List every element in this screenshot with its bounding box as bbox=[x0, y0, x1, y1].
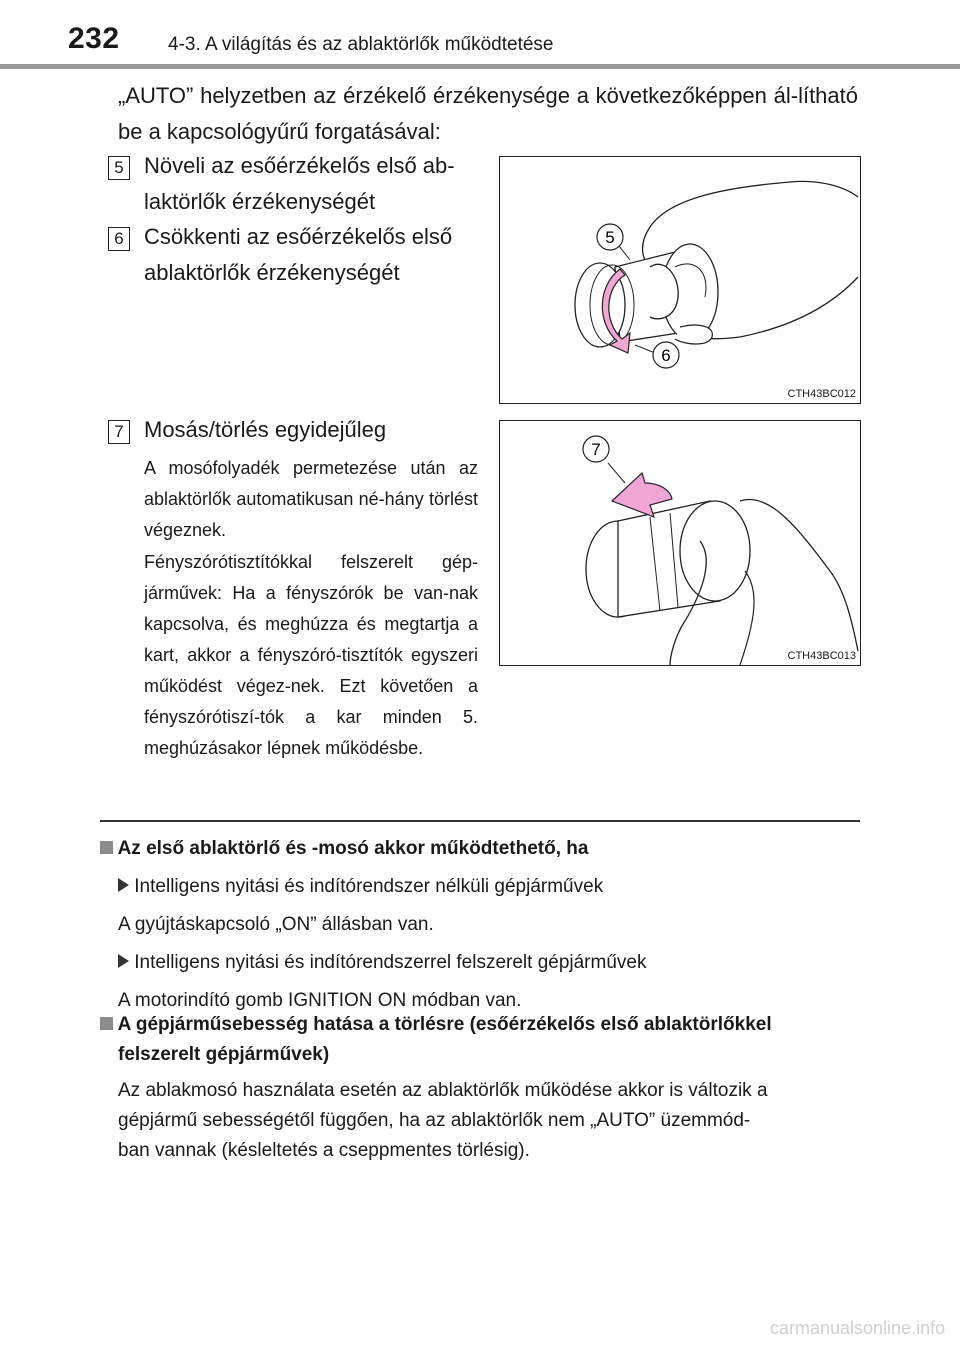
figure-code-1: CTH43BC012 bbox=[787, 388, 856, 400]
note-2-text-line3: ban vannak (késleltetés a cseppmentes törlésig). bbox=[118, 1140, 530, 1161]
item-6-line2: ablaktörlők érzékenységét bbox=[144, 260, 400, 285]
triangle-bullet-icon bbox=[118, 954, 129, 968]
section-title: 4-3. A világítás és az ablaktörlők működtetése bbox=[168, 34, 554, 55]
note-1-bullet-2-label: Intelligens nyitási és indítórendszerrel felszerelt gépjárművek bbox=[134, 952, 647, 973]
note-2-text-line2: gépjármű sebességétől függően, ha az ablaktörlők nem „AUTO” üzemmód- bbox=[118, 1110, 751, 1131]
item-5-line2: laktörlők érzékenységét bbox=[144, 189, 376, 214]
figure-lever-rotate bbox=[499, 156, 861, 404]
note-2 bbox=[100, 1010, 860, 1166]
item-number-6: 6 bbox=[108, 227, 130, 251]
triangle-bullet-icon bbox=[118, 878, 129, 892]
square-bullet-icon bbox=[100, 1017, 113, 1030]
note-1-heading bbox=[100, 834, 860, 864]
lever-pull-illustration bbox=[500, 421, 860, 665]
item-5-line1: Növeli az esőérzékelős első ab- bbox=[144, 153, 455, 178]
note-2-heading bbox=[100, 1010, 860, 1040]
item-number-5: 5 bbox=[108, 156, 130, 180]
callout-7-text: 7 bbox=[591, 440, 601, 459]
note-2-heading-line2: felszerelt gépjárművek) bbox=[118, 1044, 330, 1065]
note-1 bbox=[100, 834, 860, 1016]
page-number: 232 bbox=[68, 22, 120, 55]
section-divider bbox=[100, 820, 860, 822]
item-7-detail-2: Fényszórótisztítókkal felszerelt gép-járművek: Ha a fényszórók be van-nak kapcsolva, és meghúzza és megtartja a kart, akkor a fényszóró-tisztítók egyszeri működést végez-nek. Ezt követően a fényszórótiszí-tók a kar minden 5. meghúzásakor lépnek működésbe. bbox=[144, 552, 478, 758]
watermark: carmanualsonline.info bbox=[770, 1318, 946, 1338]
lever-rotate-illustration bbox=[500, 157, 860, 403]
note-1-bullet-1 bbox=[118, 872, 860, 902]
figure-code-2: CTH43BC013 bbox=[787, 650, 856, 662]
figure-lever-pull bbox=[499, 420, 861, 666]
note-1-bullet-1-text: A gyújtáskapcsoló „ON” állásban van. bbox=[118, 914, 434, 935]
note-1-bullet-2-text: A motorindító gomb IGNITION ON módban van. bbox=[118, 990, 522, 1011]
item-number-7: 7 bbox=[108, 420, 130, 444]
item-5-text bbox=[144, 148, 484, 220]
item-6-line1: Csökkenti az esőérzékelős első bbox=[144, 224, 453, 249]
note-2-text-line1: Az ablakmosó használata esetén az ablaktörlők működése akkor is változik a bbox=[118, 1080, 768, 1101]
item-7-detail-1: A mosófolyadék permetezése után az ablaktörlők automatikusan né-hány törlést végeznek. bbox=[144, 458, 478, 540]
callout-6-text: 6 bbox=[661, 346, 671, 365]
item-6-text bbox=[144, 219, 484, 291]
item-7-title: Mosás/törlés egyidejűleg bbox=[144, 417, 387, 442]
intro-paragraph: „AUTO” helyzetben az érzékelő érzékenysége a következőképpen ál-lítható be a kapcsológyűrű forgatásával: bbox=[118, 83, 858, 144]
pull-arrow bbox=[612, 473, 672, 517]
note-1-bullet-1-label: Intelligens nyitási és indítórendszer nélküli gépjárművek bbox=[134, 876, 604, 897]
note-1-heading-text: Az első ablaktörlő és -mosó akkor működtethető, ha bbox=[117, 838, 589, 859]
note-2-heading-line1: A gépjárműsebesség hatása a törlésre (esőérzékelős első ablaktörlőkkel bbox=[117, 1014, 772, 1035]
note-1-bullet-2 bbox=[118, 948, 860, 978]
square-bullet-icon bbox=[100, 841, 113, 854]
callout-5-text: 5 bbox=[605, 228, 615, 247]
header-rule bbox=[0, 64, 960, 69]
